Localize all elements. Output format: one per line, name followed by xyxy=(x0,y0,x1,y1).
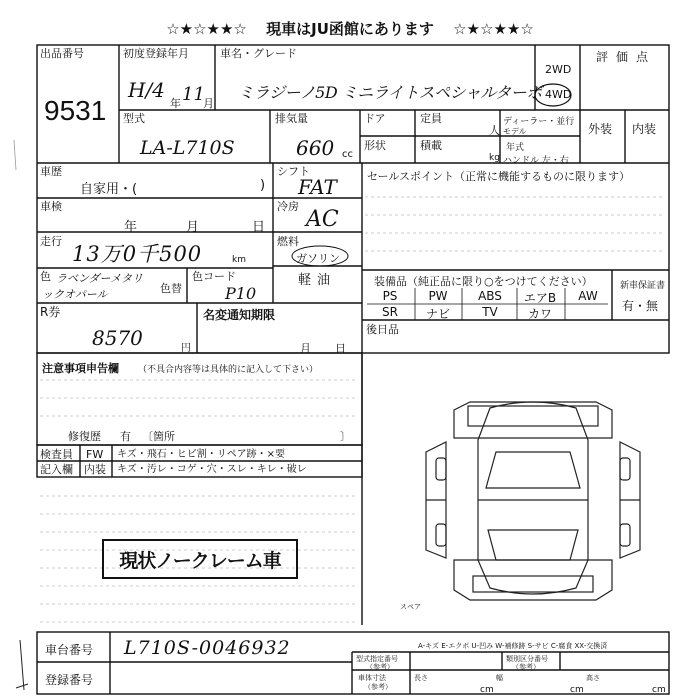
equip-leather: カワ xyxy=(527,307,552,321)
color-code-value: P10 xyxy=(225,284,257,303)
width-unit: cm xyxy=(570,685,584,695)
color-value: ラベンダーメタリックオパール xyxy=(42,272,144,301)
shift-label: シフト xyxy=(277,165,310,178)
fw-label: FW xyxy=(86,448,104,461)
year-unit: 年 xyxy=(170,97,181,110)
lot-label: 出品番号 xyxy=(40,47,84,60)
drive-4wd: 4WD xyxy=(545,88,572,101)
displacement-value: 660 xyxy=(296,136,335,160)
type-designation-label: 型式指定番号 xyxy=(356,655,398,663)
rear-seat-label: 後日品 xyxy=(366,323,399,336)
mileage-unit: km xyxy=(232,255,246,265)
handle-label: ハンドル 左・右 xyxy=(503,156,569,166)
stamp-text: 現状ノークレーム車 xyxy=(119,549,281,572)
equip-abs: ABS xyxy=(478,289,502,303)
capacity-label: 定員 xyxy=(420,112,442,125)
fw-items: キズ・飛石・ヒビ割・リペア跡・×要 xyxy=(117,449,285,460)
stars-left: ☆★☆★★☆ xyxy=(166,20,247,38)
type-label: 型式 xyxy=(123,112,145,125)
equip-pw: PW xyxy=(428,289,448,303)
inspection-month: 月 xyxy=(186,220,200,235)
fuel-label: 燃料 xyxy=(277,235,299,248)
repair-close: 〕 xyxy=(340,430,351,443)
doors-label: ドア xyxy=(364,112,386,125)
capacity-unit: 人 xyxy=(489,124,500,137)
dims-label: 車体寸法 xyxy=(358,674,386,682)
location-text: 現車はJU函館にあります xyxy=(266,20,434,38)
load-unit: kg xyxy=(489,153,500,163)
exterior-label: 外装 xyxy=(588,122,613,136)
name-change-month: 月 xyxy=(300,342,311,355)
displacement-unit: cc xyxy=(342,149,353,160)
inspection-day: 日 xyxy=(252,220,266,235)
eval-label: 評価点 xyxy=(596,50,657,64)
equip-navi: ナビ xyxy=(425,307,450,321)
warranty-label: 新車保証書 xyxy=(620,281,666,291)
notes-label: 注意事項申告欄 xyxy=(42,362,119,375)
spare-label: スペア xyxy=(400,603,421,611)
type-value: LA-L710S xyxy=(140,137,235,159)
interior-items: キズ・汚レ・コゲ・穴・スレ・キレ・破レ xyxy=(117,464,307,475)
warranty-value: 有・無 xyxy=(622,299,659,313)
aircon-label: 冷房 xyxy=(277,200,299,213)
shape-label: 形状 xyxy=(364,139,386,152)
drive-2wd: 2WD xyxy=(545,63,572,76)
name-change-label: 名変通知期限 xyxy=(203,308,276,322)
color-label: 色 xyxy=(40,270,51,283)
equip-ps: PS xyxy=(382,289,398,303)
color-code-label: 色コード xyxy=(192,270,236,283)
interior-inspect-label: 内装 xyxy=(84,463,106,476)
mileage-value: 13万0千500 xyxy=(72,242,203,266)
equip-airbag: エアB xyxy=(523,291,557,305)
stars-right: ☆★☆★★☆ xyxy=(453,20,534,38)
equip-tv: TV xyxy=(482,305,498,319)
inspector-label-2: 記入欄 xyxy=(40,463,73,476)
inspection-year: 年 xyxy=(124,220,138,235)
notes-sublabel: （不具合内容等は具体的に記入して下さい） xyxy=(138,365,319,375)
class-number-label: 類別区分番号 xyxy=(506,655,548,663)
class-ref-label: （参考） xyxy=(512,663,540,671)
inspection-label: 車検 xyxy=(40,200,62,213)
lot-number: 9531 xyxy=(44,95,107,126)
chassis-value: L710S-0046932 xyxy=(124,637,291,659)
first-reg-month: 11 xyxy=(182,84,205,105)
aircon-value: AC xyxy=(306,207,339,232)
shift-value: FAT xyxy=(298,175,337,199)
height-label: 高さ xyxy=(586,674,600,682)
dims-ref-label: （参考） xyxy=(364,683,392,691)
load-label: 積載 xyxy=(420,139,442,152)
model-year-label: モデル xyxy=(503,127,527,136)
fuel-gasoline: ガソリン xyxy=(296,252,340,265)
color-change-label: 色替 xyxy=(160,282,182,295)
equip-aw: AW xyxy=(578,289,598,303)
mileage-label: 走行 xyxy=(40,235,62,248)
inspector-label-1: 検査員 xyxy=(40,448,73,461)
recycle-label: R券 xyxy=(40,305,61,319)
history-close: ) xyxy=(260,178,266,193)
sales-points-label: セールスポイント（正常に機能するものに限ります） xyxy=(367,170,631,183)
month-unit: 月 xyxy=(203,97,214,110)
length-label: 長さ xyxy=(414,674,428,682)
car-diagram xyxy=(418,390,648,610)
first-reg-label: 初度登録年月 xyxy=(123,47,189,60)
recycle-value: 8570 xyxy=(92,326,143,350)
interior-label: 内装 xyxy=(632,122,657,136)
width-label: 幅 xyxy=(496,674,503,682)
history-value: 自家用・( xyxy=(80,182,138,197)
dealer-label: ディーラー・並行 xyxy=(503,117,575,127)
model-year-sub: 年式 xyxy=(506,143,525,153)
length-unit: cm xyxy=(480,685,494,695)
repair-label: 修復歴 xyxy=(68,430,101,443)
repair-place: 〔箇所 xyxy=(142,430,175,443)
equip-sr: SR xyxy=(382,305,398,319)
type-ref-label: （参考） xyxy=(366,663,394,671)
chassis-label: 車台番号 xyxy=(45,643,94,657)
registration-label: 登録番号 xyxy=(45,673,94,687)
displacement-label: 排気量 xyxy=(275,112,308,125)
first-reg-era: H/4 xyxy=(128,78,165,102)
equipment-label: 装備品（純正品に限り○をつけてください） xyxy=(374,275,593,288)
damage-legend: A-キズ E-エクボ U-凹み W-補修跡 S-サビ C-腐食 XX-交換済 xyxy=(418,642,608,650)
model-value: ミラジーノ5D ミニライトスペシャルターボ xyxy=(238,83,542,102)
history-label: 車歴 xyxy=(40,165,62,178)
repair-value: 有 xyxy=(120,430,131,443)
model-label: 車名・グレード xyxy=(220,47,297,60)
recycle-unit: 円 xyxy=(181,343,191,354)
fuel-light-oil: 軽油 xyxy=(298,273,337,288)
name-change-day: 日 xyxy=(335,342,346,355)
as-is-stamp xyxy=(102,539,298,579)
height-unit: cm xyxy=(652,685,666,695)
